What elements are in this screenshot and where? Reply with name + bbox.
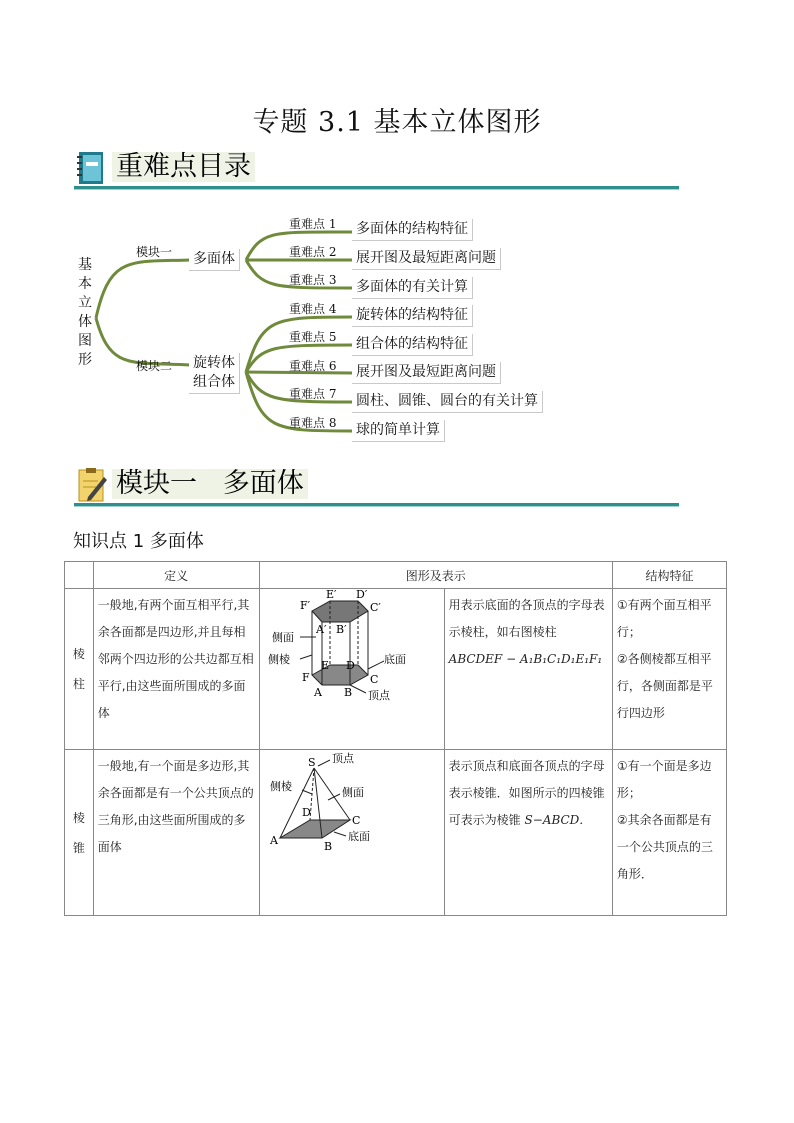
definition-cell: 一般地,有一个面是多边形,其余各面都是有一个公共顶点的三角形,由这些面所围成的多面体 xyxy=(93,750,259,916)
vertex-label: E′ xyxy=(325,589,337,601)
vertex-label: A′ xyxy=(315,623,327,636)
vertex-label: A xyxy=(269,834,278,847)
point-tag: 重难点 7 xyxy=(289,387,337,401)
vertex-label: F′ xyxy=(299,599,310,612)
prism-figure xyxy=(260,589,444,739)
point-tag: 重难点 8 xyxy=(289,416,337,430)
vertex-label: F xyxy=(301,671,310,684)
vertex-label: C xyxy=(369,673,379,686)
table-header-row xyxy=(65,562,727,589)
notation-formula: ABCDEF − A₁B₁C₁D₁E₁F₁ xyxy=(448,652,603,666)
callout-label: 侧面 xyxy=(271,631,294,644)
vertex-label: D′ xyxy=(355,589,367,601)
header-definition: 定义 xyxy=(93,562,259,589)
point-tag: 重难点 2 xyxy=(289,245,337,259)
vertex-label: D xyxy=(345,659,355,672)
section-title: 模块一 多面体 xyxy=(112,469,308,499)
prism-figure-cell xyxy=(259,589,444,750)
vertex-label: B′ xyxy=(335,623,347,636)
pencil-note-icon xyxy=(76,467,108,503)
pyramid-figure-cell xyxy=(259,750,444,916)
notation-cell: 用表示底面的各顶点的字母表示棱柱，如右图棱柱 ABCDEF − A₁B₁C₁D₁E₁F₁ xyxy=(444,589,612,750)
point-label: 旋转体的结构特征 xyxy=(352,305,473,327)
point-tag: 重难点 3 xyxy=(289,273,337,287)
point-label: 展开图及最短距离问题 xyxy=(352,362,501,384)
point-label: 组合体的结构特征 xyxy=(352,334,473,356)
callout-label: 底面 xyxy=(383,653,406,666)
module-tag: 模块一 xyxy=(136,245,173,259)
header-figure: 图形及表示 xyxy=(259,562,612,589)
point-label: 圆柱、圆锥、圆台的有关计算 xyxy=(352,391,543,413)
point-label: 展开图及最短距离问题 xyxy=(352,248,501,270)
vertex-label: A xyxy=(313,686,322,699)
callout-label: 侧棱 xyxy=(267,653,290,666)
features-cell: ①有一个面是多边形； ②其余各面都是有一个公共顶点的三角形． xyxy=(612,750,726,916)
header-features: 结构特征 xyxy=(612,562,726,589)
notation-formula: S−ABCD． xyxy=(524,813,592,827)
vertex-label: C xyxy=(351,814,361,827)
page-title: 专题 3.1 基本立体图形 xyxy=(252,107,542,138)
vertex-label: B xyxy=(343,686,352,699)
knowledge-point-title: 知识点 1 多面体 xyxy=(73,531,204,552)
point-tag: 重难点 5 xyxy=(289,330,337,344)
row-name: 棱 柱 xyxy=(65,589,94,750)
callout-label: 侧面 xyxy=(341,786,364,799)
point-tag: 重难点 1 xyxy=(289,217,337,231)
module-name: 多面体 xyxy=(189,249,240,271)
vertex-label: E xyxy=(320,659,329,672)
vertex-label: S xyxy=(307,756,316,769)
vertex-label: C′ xyxy=(369,601,381,614)
point-label: 多面体的有关计算 xyxy=(352,277,473,299)
table-row xyxy=(65,589,727,750)
point-tag: 重难点 6 xyxy=(289,359,337,373)
module-name: 旋转体 组合体 xyxy=(189,353,240,394)
row-name: 棱 锥 xyxy=(65,750,94,916)
definition-cell: 一般地,有两个面互相平行,其余各面都是四边形,并且每相邻两个四边形的公共边都互相平行,由这些面所围成的多面体 xyxy=(93,589,259,750)
table-row xyxy=(65,750,727,916)
callout-label: 顶点 xyxy=(331,752,354,765)
mindmap-root: 基 本 立 体 图 形 xyxy=(78,257,92,368)
module-tag: 模块二 xyxy=(136,359,173,373)
notation-cell: 表示顶点和底面各顶点的字母表示棱锥．如图所示的四棱锥可表示为棱锥 S−ABCD． xyxy=(444,750,612,916)
vertex-label: B xyxy=(323,840,332,853)
callout-label: 顶点 xyxy=(367,689,390,702)
pyramid-figure xyxy=(260,750,444,860)
callout-label: 底面 xyxy=(347,830,370,843)
section-header-module1 xyxy=(74,467,679,507)
callout-label: 侧棱 xyxy=(269,780,292,793)
point-tag: 重难点 4 xyxy=(289,302,337,316)
vertex-label: D xyxy=(301,806,311,819)
section-divider xyxy=(74,503,679,507)
polyhedron-table xyxy=(64,561,727,916)
point-label: 球的简单计算 xyxy=(352,420,445,442)
point-label: 多面体的结构特征 xyxy=(352,219,473,241)
features-cell: ①有两个面互相平行； ②各侧棱都互相平行，各侧面都是平行四边形 xyxy=(612,589,726,750)
section-title: 重难点目录 xyxy=(112,152,255,182)
